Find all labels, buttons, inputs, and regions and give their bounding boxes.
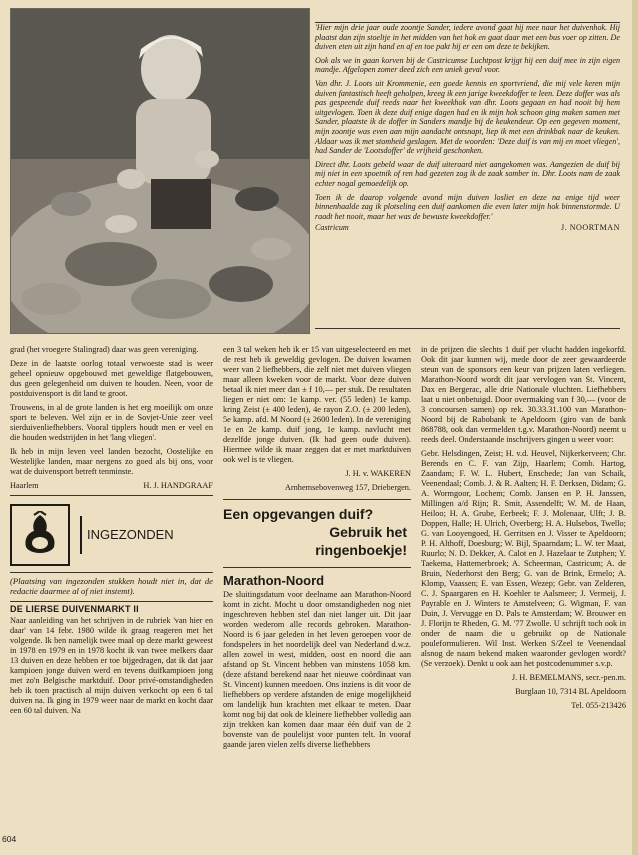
ad-subtitle: ringenboekje! [315, 542, 407, 558]
marathon-title: Marathon-Noord [223, 573, 325, 588]
signature-name: H. J. HANDGRAAF [143, 481, 213, 490]
article-paragraph: Gebr. Helsdingen, Zeist; H. v.d. Heuvel, Nijkerkerveen; Chr. Berends en C. F. van Zijp, Haarlem; Comb. Hartog, Zaandam; F. W. L. Hubert, Enschede; Jan van Schaik, Veenendaal; Comb. J. & R. Aalten; H. F. Derksen, Didam; G. A. Wormgoor, Lochem; Comb. Jansen en P. H. Janssen, Millingen a/d Rijn; R. Smit, Assendelft; W. M. de Haan, Heiloo; H. A. Grube, Eerbeek; F. J. Molenaar, Ulft; J. B. Doppen, Halle; H. Ulrich, Overberg; H. A. Hulsebos, Twello; G. van Looyengoed, H. Gerritsen en J. Visser te Apeldoorn; P. H. Althoff, Doesburg; W. Bijl, Spaarndam; L. W. ter Maat, Ruurlo; N. D. Dekker, A. Calot en J. Hazelaar te Zutphen; Y. Taekema, Hattemerbroek; A. Scheerman, Castricum; A. de Bruin, Nederhorst den Berg; G. van de Brink, Ermelo; A. Klomp, Vaassen; E. van Essen, Wezep; Gebr. van Zelderen, C. J. Spaargaren en H. Koehler te Aalsmeer; J. Vermeij, J. Payrable en J. Winters te Amstelveen; G. Wigman, F. van Duin, J. Vervugge en D. Pals te Amsterdam; W. Brouwer en J. Florijn te Rheden, G. M. '77 Zwolle. U schrijft toch ook in onder de naam die u gebruikt op de Nationale pouleformulieren. Wil Inst. Werken S/Zeel te Veenendaal alsnog de naam bekend maken waaronder gevlogen wordt? (Se verzoek). Denkt u ook aan het postcodenummer s.v.p. [421, 449, 626, 668]
article-paragraph: Deze in de laatste oorlog totaal verwoeste stad is weer geheel opnieuw opgebouwd met geweldige flatgebouwen, dus geen gelegenheid om duiven te houden. Neen, voor de postduivensport is dit land te groot. [10, 359, 213, 398]
ad-title: Een opgevangen duif? [223, 506, 374, 522]
column-3 [421, 345, 626, 715]
ingezonden-header [10, 502, 213, 568]
disclaimer: (Plaatsing van ingezonden stukken houdt niet in, dat de redactie daarmee al of niet instemt). [10, 576, 213, 596]
divider [10, 601, 213, 602]
article-paragraph: een 3 tal weken heb ik er 15 van uitgeselecteerd en met de rest heb ik geweldig gevlogen. De duiven kwamen weer van 2 liefhebbers, die zelf niet met duiven vliegen maar alleen kweken voor de markt. Voor deze duiven betaal ik niet meer dan ± f 10,— per stuk. De resultaten liegen er niet om: 1e kamp. ver. (55 leden) 1e kamp. kring Zeist (± 400 leden), 4e rayon Z.O. (± 200 leden), 5e kamp. afd. M Noord (± 2600 leden). In de vereniging 1e en 2e kamp. duif jong, 1e kamp. navlucht met dezelfde jonge duiven. (Ik had geen oude duiven). Hiermee wilde ik maar zeggen dat er met marktduiven ook wel is te vliegen. [223, 345, 411, 464]
marathon-text: De sluitingsdatum voor deelname aan Marathon-Noord komt in zicht. Mocht u door omstandigheden nog niet ingeschreven hebben stel dan niet langer uit. Dit jaar worden wederom alle records gebroken. Marathon-Noord is 6 jaar geleden in het leven geroepen voor de fondspelers in het noordelijk deel van Nederland d.w.z. allen zowel in west, midden, oost en noord die aan afstand op St. Vincent hebben van minstens 1058 km. (deze afstand berekend naar het nieuwe coördinaat van St. Vincent) kunnen meedoen. Ons inziens is dit voor de liefhebbers op verdere afstanden de enige mogelijkheid om landelijk hun krachten met elkaar te meten. Daar komt nog bij dat ook de kleinere liefhebber volledig aan zijn trekken kan komen daar maar één duif van de 2 bovenste van de poulelijst voor punten telt. In vooraf gaande jaren vielen zelfs diverse liefhebbers [223, 590, 411, 749]
ingezonden-label: INGEZONDEN [80, 516, 174, 554]
address-line: Tel. 055-213426 [571, 701, 626, 710]
caption-paragraph: Direct dhr. Loots gebeld waar de duif uiteraard niet aangekomen was. Aangezien de duif bij mij niet in een spoetnik of ren had gezeten zag ik de zaak somber in. Dhr. Loots nam de zaak echter nogal gemoedelijk op. [315, 159, 620, 188]
column-2 [223, 345, 411, 754]
article-paragraph: Trouwens, in al de grote landen is het erg moeilijk om onze sport te beleven. Wel zijn er in de Sovjet-Unie zeer veel sierduivenliefhebbers. Vooral tipplers houdt men er veel en die houden wedstrijden in het 'lang vliegen'. [10, 403, 213, 442]
signature-place: Haarlem [10, 481, 39, 490]
caption-paragraph: Toen ik de daarop volgende avond mijn duiven losliet en deze na enige tijd weer binnenhaalde zag ik plotseling een duif aankomen die even later mijn hok binnenstormde. U raadt het nooit, maar het was de bewuste kweekdoffer.' [315, 192, 620, 221]
address-line: J. H. BEMELMANS, secr.-pen.m. [511, 673, 626, 682]
pigeon-logo-icon [10, 504, 70, 566]
signature-name: J. H. v. WAKEREN [345, 469, 411, 478]
section-text: Naar aanleiding van het schrijven in de rubriek 'van hier en daar' van 14 febr. 1980 wilde ik graag reageren met het volgende. Ik ben namelijk twee maal op deze markt geweest in 1978 en 1979 en in 1978 kocht ik van twee melkers daar 13 duiven en deze hebben er toe bijgedragen, dat ik dat jaar kampioen jonge duiven werd en tevens duifkampioen jong met zo'n Belgische marktduif. Door privé-omstandigheden heb ik toen practisch al mijn duiven verkocht op een 6 tal duiven na. Ik ging in 1979 weer naar de markt en kocht daar een 60 tal duiven. Na [10, 615, 213, 715]
caption-sign-place: Castricum [315, 223, 349, 233]
photo-caption-box [315, 22, 620, 329]
divider [223, 567, 411, 568]
divider [223, 499, 411, 500]
article-paragraph: in de prijzen die slechts 1 duif per vlucht hadden ingekorfd. Ook dit jaar kunnen wij, mede door de zeer gewaardeerde steun van de sponsors een keur van prijzen laten verliegen. Marathon-Noord wordt dit jaar vervlogen van St. Vincent, Dax en Bergerac, alle drie Nationale vluchten. Liefhebbers laat u niet onbetuigd. Door overmaking van f 30,— (voor de 3 concoursen samen) op rek. 30.33.31.100 van Marathon-Noord bij de Rabobank te Apeldoorn (giro van de bank 868788, ook dan vermelden t.g.v. Marathon-Noord) neemt u reeds deel. Onderstaande inschrijvers gingen u weer voor: [421, 345, 626, 444]
article-paragraph: grad (het vroegere Stalingrad) daar was geen vereniging. [10, 345, 199, 354]
caption-paragraph: Van dhr. J. Loots uit Krommenie, een goede kennis en sportvriend, die mij vele keren mijn duiven fantastisch heeft geholpen, kreeg ik een jarige kweekdoffer te leen. Deze doffer was als pas gespeende duif reeds naar het kweekhok van dhr. Loots gegaan en had nooit bij hem uitgevlogen. Toen ik deze duif enige dagen had en ik mijn hok schoon ging maken samen met Sander, plaatste ik de doffer in Sanders mandje bij de keukendeur. Op een gegeven moment, mijn zoontje was even aan mijn aandacht ontsnapt, liep ik met een drinkbak naar de keuken. Aldaar was ik met stomheid geslagen. Met de woorden: 'Deze duif is van mij en moet vliegen', had Sander de 'Lootsdoffer' de vrijheid geschonken. [315, 78, 620, 156]
ringenboekje-ad [223, 506, 411, 559]
caption-paragraph: Ook als we in gaan korven bij de Castricumse Luchtpost krijgt hij een duif mee in zijn eigen mandje. Afgelopen zomer deed zich een uniek geval voor. [315, 55, 620, 75]
page-edge [632, 0, 638, 855]
photo-illustration [11, 9, 309, 333]
caption-paragraph: 'Hier mijn drie jaar oude zoontje Sander, iedere avond gaat hij mee naar het duivenhok. Hij plaatst dan zijn stoeltje in het midden van het hok en gaat daar met een bus voer op zitten. De duiven eten uit zijn hand en af en toe pakt hij er een om deze te bekijken. [315, 23, 620, 52]
section-title: DE LIERSE DUIVENMARKT II [10, 603, 139, 614]
caption-signature [315, 223, 620, 233]
signature-address: Arnhemsebovenweg 157, Driebergen. [284, 483, 411, 492]
ad-subtitle: Gebruik het [329, 524, 407, 540]
photo-child-with-pigeons [10, 8, 310, 334]
article-signature [10, 481, 213, 491]
caption-sign-name: J. NOORTMAN [561, 223, 620, 233]
address-line: Burglaan 10, 7314 BL Apeldoorn [515, 687, 626, 696]
divider [10, 572, 213, 573]
divider [10, 495, 213, 496]
page-number: 604 [2, 834, 17, 844]
article-paragraph: Ik heb in mijn leven veel landen bezocht, Oostelijke en Westelijke landen, maar nergens zo goed als bij ons, voor wat de duivensport betreft tenminste. [10, 447, 213, 476]
column-1 [10, 345, 213, 720]
